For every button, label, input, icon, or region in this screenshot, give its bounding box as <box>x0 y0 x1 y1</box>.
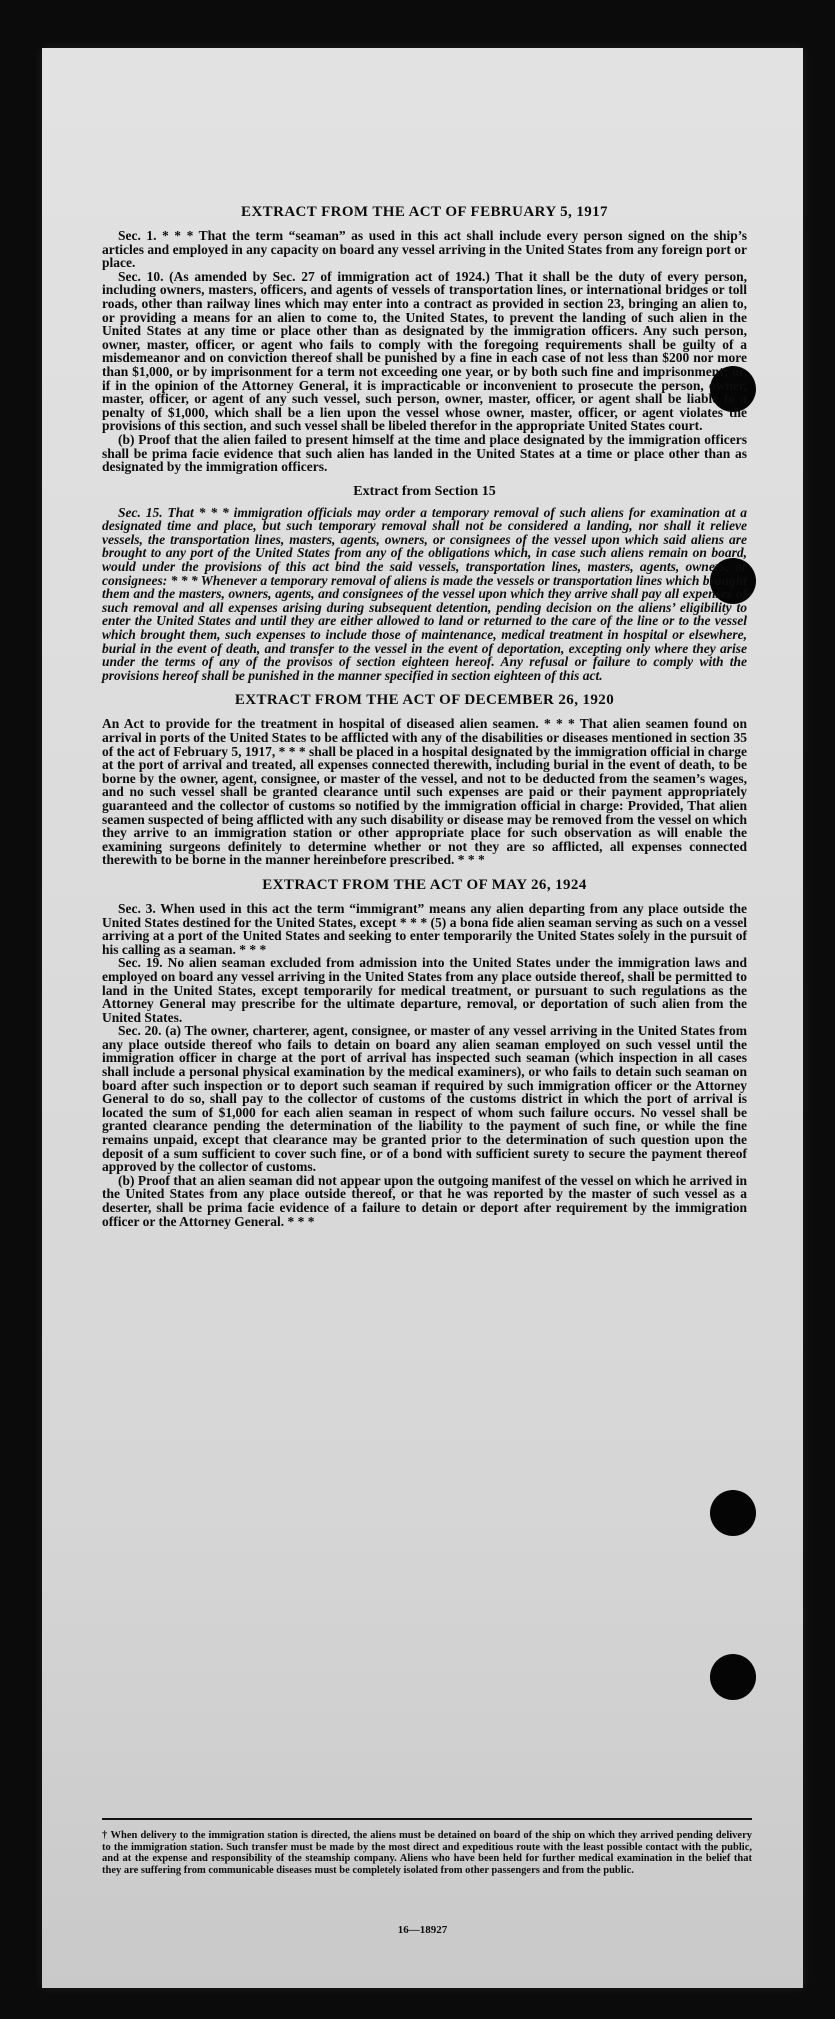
punch-hole <box>710 1654 756 1700</box>
paragraph-sec-20-a: Sec. 20. (a) The owner, charterer, agent, consignee, or master of any vessel arriving in the United States from any place outside thereof who fails to detain on board any alien seaman employed on such vessel until the immigration officer in charge at the port of arrival has inspected such seaman (which inspection in all cases shall include a personal physical examination by the medical examiners), or who fails to detain such seaman on board after such inspection or to deport such seaman if required by such immigration officer or the Attorney General to do so, shall pay to the collector of customs of the customs district in which the port of arrival is located the sum of $1,000 for each alien seaman in respect of whom such failure occurs. No vessel shall be granted clearance pending the determination of the liability to the payment of such fine, or while the fine remains unpaid, except that clearance may be granted prior to the determination of such question upon the deposit of a sum sufficient to cover such fine, or of a bond with sufficient surety to secure the payment thereof approved by the collector of customs. <box>102 1023 747 1175</box>
paragraph-sec-19: Sec. 19. No alien seaman excluded from admission into the United States under the immigration laws and employed on board any vessel arriving in the United States from any place outside thereof, shall be permitted to land in the United States, except temporarily for medical treatment, or pursuant to such regulations as the Attorney General may prescribe for the ultimate departure, removal, or deportation of such alien from the United States. <box>102 955 747 1025</box>
footnote-divider <box>102 1818 752 1820</box>
paragraph-sec-10: Sec. 10. (As amended by Sec. 27 of immigration act of 1924.) That it shall be the duty of every person, including owners, masters, officers, and agents of vessels of transportation lines, or international bridges or toll roads, other than railway lines which may enter into a contract as provided in section 23, bringing an alien to, or providing a means for an alien to come to, the United States, to prevent the landing of such alien in the United States at any time or place other than as designated by the immigration officers. Any such person, owner, master, officer, or agent who fails to comply with the foregoing requirements shall be guilty of a misdemeanor and on conviction thereof shall be punished by a fine in each case of not less than $200 nor more than $1,000, or by imprisonment for a term not exceeding one year, or by both such fine and imprisonment; or, if in the opinion of the Attorney General, it is impracticable or inconvenient to prosecute the person, owner, master, officer, or agent of any such vessel, such person, owner, master, officer, or agent shall be liable to a penalty of $1,000, which shall be a lien upon the vessel whose owner, master, officer, or agent violates the provisions of this section, and such vessel shall be libeled therefor in the appropriate United States court. <box>102 268 747 434</box>
punch-hole <box>710 1490 756 1536</box>
heading-act-1924: EXTRACT FROM THE ACT OF MAY 26, 1924 <box>262 876 587 893</box>
document-body <box>102 194 747 1228</box>
paragraph-sec-15: Sec. 15. That * * * immigration officials may order a temporary removal of such aliens for examination at a designated time and place, but such temporary removal shall not be considered a landing, nor shall it relieve vessels, the transportation lines, masters, agents, owners, or consignees of the vessel upon which said aliens are brought to any port of the United States from any of the obligations which, in case such aliens remain on board, would under the provisions of this act bind the said vessels, transportation lines, masters, agents, owners, or consignees: * * * Whenever a temporary removal of aliens is made the vessels or transportation lines which brought them and the masters, owners, agents, and consignees of the vessel upon which they arrive shall pay all expenses of such removal and all expenses arising during subsequent detention, pending decision on the aliens’ eligibility to enter the United States and until they are either allowed to land or returned to the care of the line or to the vessel which brought them, such expenses to include those of maintenance, medical treatment in hospital or elsewhere, burial in the event of death, and transfer to the vessel in the event of deportation, excepting only where they arise under the terms of any of the provisos of section eighteen hereof. Any refusal or failure to comply with the provisions hereof shall be punished in the manner specified in section eighteen of this act. <box>102 504 747 683</box>
document-number: 16—18927 <box>397 1924 448 1936</box>
document-page <box>42 48 803 1988</box>
paragraph-sec-3: Sec. 3. When used in this act the term “immigrant” means any alien departing from any place outside the United States destined for the United States, except * * * (5) a bona fide alien seaman serving as such on a vessel arriving at a port of the United States and seeking to enter temporarily the United States solely in the pursuit of his calling as a seaman. * * * <box>102 900 747 957</box>
paragraph-sec-10-b: (b) Proof that the alien failed to present himself at the time and place designated by the immigration officers shall be prima facie evidence that such alien has landed in the United States at a time or place other than as designated by the immigration officers. <box>102 431 747 475</box>
heading-act-1917: EXTRACT FROM THE ACT OF FEBRUARY 5, 1917 <box>241 204 608 220</box>
paragraph-sec-20-b: (b) Proof that an alien seaman did not appear upon the outgoing manifest of the vessel on which he arrived in the United States from any place outside thereof, or that he was reported by the master of such vessel as a deserter, shall be prima facie evidence of a failure to detain or deport after requirement by the immigration officer or the Attorney General. * * * <box>102 1172 747 1229</box>
paragraph-act-1920: An Act to provide for the treatment in hospital of diseased alien seamen. * * * That alien seamen found on arrival in ports of the United States to be afflicted with any of the disabilities or diseases mentioned in section 35 of the act of February 5, 1917, * * * shall be placed in a hospital designated by the immigration official in charge at the port of arrival and treated, all expenses connected therewith, including burial in the event of death, to be borne by the owner, agent, consignee, or master of the vessel, and not to be deducted from the seamen’s wages, and no such vessel shall be granted clearance until such expenses are paid or their payment appropriately guaranteed and the collector of customs so notified by the immigration official in charge: Provided, That alien seamen suspected of being afflicted with any such disability or disease may be removed from the vessel on which they arrive to an immigration station or other appropriate place for such observation as will enable the examining surgeons definitely to determine whether or not they are so afflicted, all expenses connected therewith to be borne in the manner hereinbefore prescribed. * * * <box>102 716 747 868</box>
heading-act-1920: EXTRACT FROM THE ACT OF DECEMBER 26, 1920 <box>234 692 615 709</box>
footnote: † When delivery to the immigration station is directed, the aliens must be detained on board of the ship on which they arrived pending delivery to the immigration station. Such transfer must be made by the most direct and expeditious route with the least possible contact with the public, and at the expense and responsibility of the steamship company. Aliens who have been held for further medical examination in the belief that they are suffering from communicable diseases must be completely isolated from other passengers and from the public. <box>102 1830 752 1876</box>
subheading-section-15: Extract from Section 15 <box>353 483 496 499</box>
paragraph-sec-1: Sec. 1. * * * That the term “seaman” as used in this act shall include every person signed on the ship’s articles and employed in any capacity on board any vessel arriving in the United States from any foreign port or place. <box>102 228 747 271</box>
